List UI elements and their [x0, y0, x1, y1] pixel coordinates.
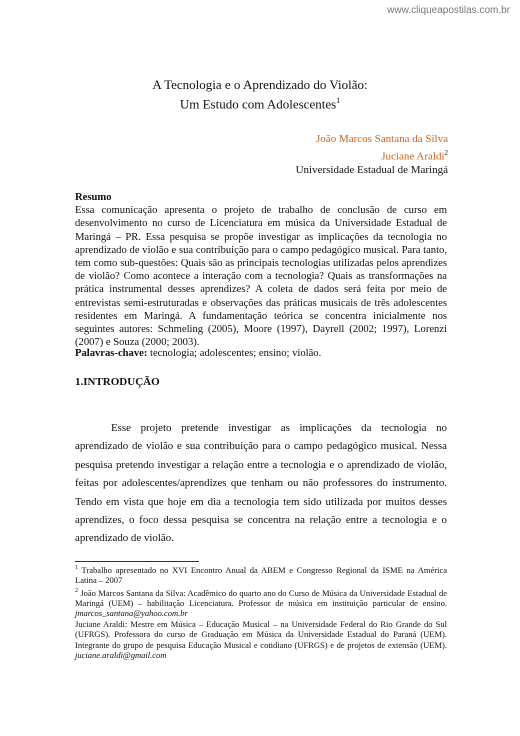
footnote-2-text: João Marcos Santana da Silva: Acadêmico do quarto ano do Curso de Música da Universidade Estadual de Maringá (UEM) – habilitação Licenciatura. Professor de música em instituição particular de ensino. [75, 587, 447, 608]
footnote-2-email: jmarcos_santana@yahoo.com.br [75, 608, 188, 619]
title-footnote-mark: 1 [336, 96, 341, 105]
section-heading-introducao: 1.INTRODUÇÃO [75, 376, 160, 388]
author-1 [296, 133, 448, 147]
footnote-3-text: Juciane Araldi: Mestre em Música – Educação Musical – na Universidade Federal do Rio Grande do Sul (UFRGS). Professora do curso de Graduação em Música da Universidade Estadual do Paraná (UEM). Integrante do grupo de pesquisa Educação Musical e cotidiano (UFRGS) e de projetos de extensão (UEM). [75, 618, 447, 650]
title-line-2 [0, 93, 520, 112]
keywords-line [75, 347, 447, 360]
abstract-section [75, 191, 447, 349]
footnote-1-mark: 1 [75, 565, 78, 571]
footnote-2 [75, 586, 447, 619]
title-line-1: A Tecnologia e o Aprendizado do Violão: [152, 77, 368, 92]
watermark: www.cliqueapostilas.com.br [387, 5, 510, 16]
footnote-1 [75, 563, 447, 586]
author-1-name: João Marcos Santana da Silva [316, 133, 448, 145]
keywords-text: tecnologia; adolescentes; ensino; violão. [147, 348, 322, 359]
title-line-2-text: Um Estudo com Adolescentes [179, 96, 337, 112]
author-block [296, 133, 448, 177]
keywords-label: Palavras-chave: [75, 348, 148, 359]
paper-title [0, 77, 520, 112]
author-2-footnote-mark: 2 [444, 148, 448, 157]
introducao-body [75, 419, 447, 548]
footnote-3-email: juciane.araldi@gmail.com [75, 649, 167, 660]
footnote-1-text: Trabalho apresentado no XVI Encontro Anual da ABEM e Congresso Regional da ISME na América Latina – 2007 [75, 564, 447, 586]
author-2 [296, 147, 448, 164]
abstract-heading: Resumo [75, 192, 112, 203]
footnote-separator [75, 561, 199, 562]
footnote-2-mark: 2 [75, 587, 78, 594]
introducao-paragraph: Esse projeto pretende investigar as implicações da tecnologia no aprendizado de violão e sua contribuição para o campo pedagógico musical. Nessa pesquisa pretendo investigar a relação entre a tecnologia e o aprendizado de violão, feitas por adolescentes/aprendizes que tenham ou não professores do instrumento. Tendo em vista que hoje em dia a tecnologia tem sido utilizada por muitos desses aprendizes, o foco dessa pesquisa se concentra na relação entre a tecnologia e o aprendizado de violão. [75, 422, 447, 545]
affiliation: Universidade Estadual de Maringá [295, 163, 448, 176]
footnotes [75, 563, 447, 660]
abstract-text: Essa comunicação apresenta o projeto de trabalho de conclusão de curso em desenvolvimento no curso de Licenciatura em música da Universidade Estadual de Maringá – PR. Essa pesquisa se propõe investigar as implicações da tecnologia no aprendizado de violão e sua contribuição para o campo pedagógico musical. Para tanto, tem como sub-questões: Quais são as principais tecnologias utilizadas pelos aprendizes de violão? Como acontece a interação com a tecnologia? Quais as transformações na prática instrumental desses aprendizes? A coleta de dados será feita por meio de entrevistas semi-estruturadas e observações das práticas musicais de três adolescentes residentes em Maringá. A fundamentação teórica se concentra inicialmente nos seguintes autores: Schmeling (2005), Moore (1997), Dayrell (2002; 1997), Lorenzi (2007) e Souza (2000; 2003). [75, 205, 447, 349]
author-2-name: Juciane Araldi [381, 150, 445, 163]
footnote-3 [75, 619, 447, 661]
